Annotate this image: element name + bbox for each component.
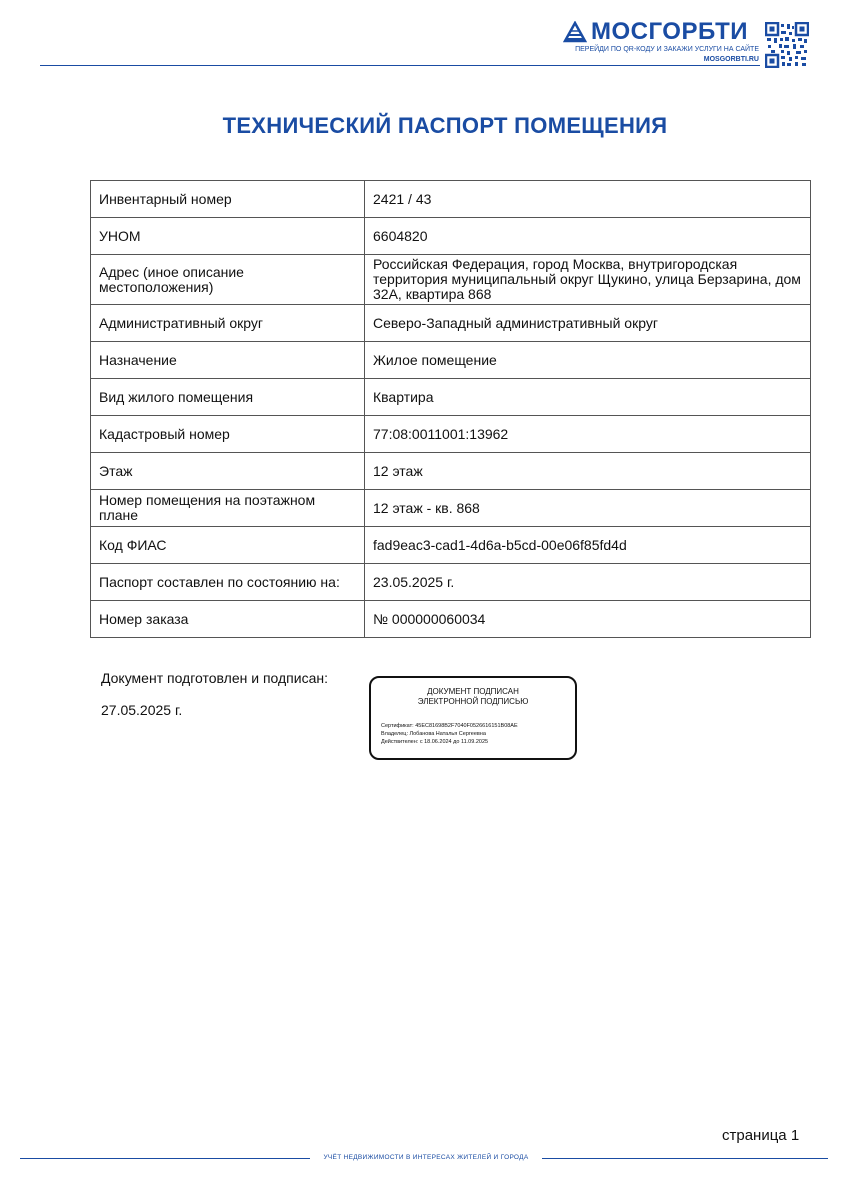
row-label: УНОМ: [91, 218, 365, 255]
table-row: [91, 601, 811, 638]
row-value: № 000000060034: [365, 601, 811, 638]
stamp-certificate: Сертификат: 45EC81698B2F7040F0526616151B08AE: [381, 723, 518, 729]
qr-code-icon[interactable]: [765, 22, 809, 68]
row-label: Код ФИАС: [91, 527, 365, 564]
footer-slogan: УЧЁТ НЕДВИЖИМОСТИ В ИНТЕРЕСАХ ЖИТЕЛЕЙ И ГОРОДА: [310, 1154, 542, 1161]
prepared-date: 27.05.2025 г.: [101, 702, 183, 718]
row-label: Административный округ: [91, 305, 365, 342]
table-row: [91, 453, 811, 490]
row-label: Инвентарный номер: [91, 181, 365, 218]
logo-site: MOSGORBTI.RU: [703, 56, 759, 63]
table-row: [91, 305, 811, 342]
stamp-validity: Действителен: с 18.06.2024 до 11.09.2025: [381, 739, 489, 745]
row-label: Паспорт составлен по состоянию на:: [91, 564, 365, 601]
document-title: ТЕХНИЧЕСКИЙ ПАСПОРТ ПОМЕЩЕНИЯ: [222, 113, 668, 138]
row-value: 6604820: [365, 218, 811, 255]
stamp-title-line-1: ДОКУМЕНТ ПОДПИСАН: [427, 687, 519, 696]
stamp-title: [371, 687, 575, 707]
header-divider: [40, 65, 760, 66]
row-value: Жилое помещение: [365, 342, 811, 379]
row-value: Квартира: [365, 379, 811, 416]
stamp-title-line-2: ЭЛЕКТРОННОЙ ПОДПИСЬЮ: [417, 697, 529, 706]
row-value: 12 этаж - кв. 868: [365, 490, 811, 527]
row-label: Назначение: [91, 342, 365, 379]
table-row: [91, 218, 811, 255]
table-row: [91, 379, 811, 416]
row-value: Северо-Западный административный округ: [365, 305, 811, 342]
brand-logo: [563, 20, 763, 70]
row-label: Адрес (иное описание местоположения): [91, 255, 365, 305]
table-row: [91, 181, 811, 218]
row-value: 23.05.2025 г.: [365, 564, 811, 601]
stamp-owner: Владелец: Лобанова Наталья Сергеевна: [381, 731, 486, 737]
row-label: Номер заказа: [91, 601, 365, 638]
row-value: fad9eac3-cad1-4d6a-b5cd-00e06f85fd4d: [365, 527, 811, 564]
table-row: [91, 416, 811, 453]
row-value: 77:08:0011001:13962: [365, 416, 811, 453]
e-signature-stamp: [369, 676, 577, 760]
logo-wordmark: МОСГОРБТИ: [591, 18, 749, 45]
table-row: [91, 527, 811, 564]
logo-tagline: ПЕРЕЙДИ ПО QR-КОДУ И ЗАКАЖИ УСЛУГИ НА САЙТЕ: [575, 46, 759, 53]
row-label: Номер помещения на поэтажном плане: [91, 490, 365, 527]
row-value: 12 этаж: [365, 453, 811, 490]
table-row: [91, 564, 811, 601]
page-number: страница 1: [722, 1127, 800, 1144]
table-row: [91, 255, 811, 305]
row-label: Кадастровый номер: [91, 416, 365, 453]
row-label: Вид жилого помещения: [91, 379, 365, 416]
row-value: Российская Федерация, город Москва, внутригородская территория муниципальный округ Щукино, улица Берзарина, дом 32А, квартира 868: [365, 255, 811, 305]
passport-table: [90, 180, 811, 638]
table-row: [91, 342, 811, 379]
table-row: [91, 490, 811, 527]
row-label: Этаж: [91, 453, 365, 490]
row-value: 2421 / 43: [365, 181, 811, 218]
prepared-label: Документ подготовлен и подписан:: [101, 670, 328, 686]
building-logo-icon: [563, 21, 587, 43]
